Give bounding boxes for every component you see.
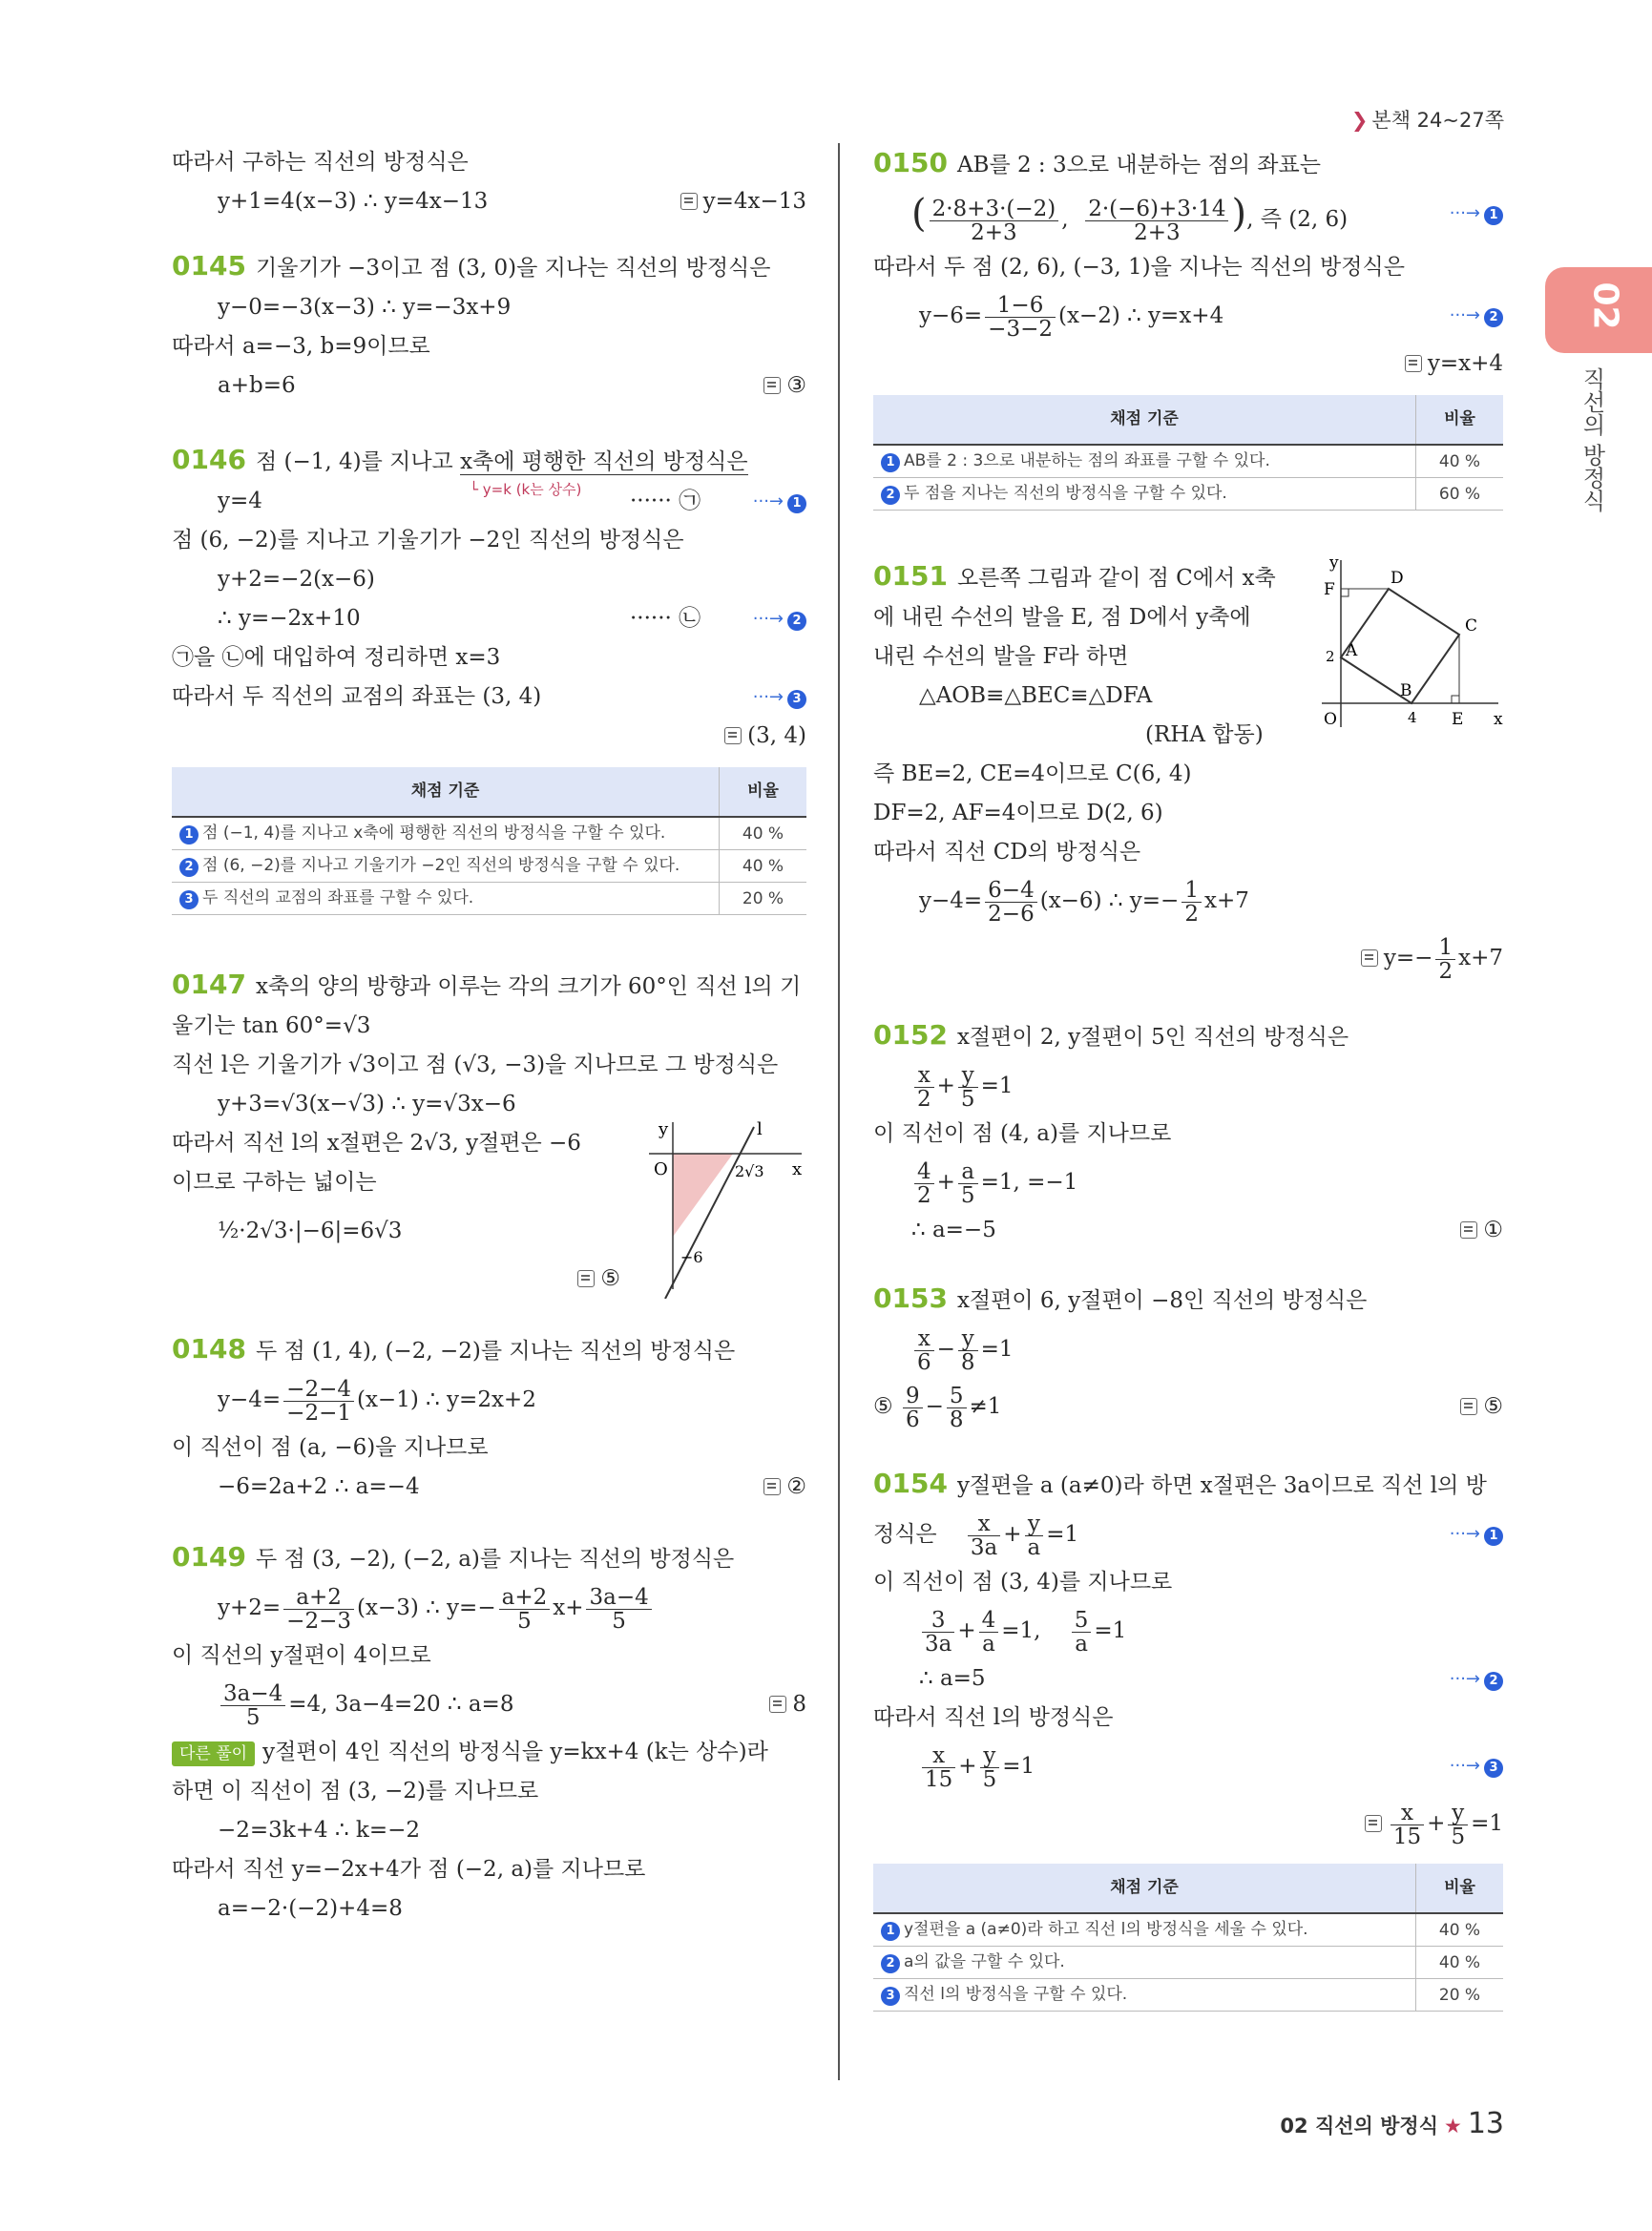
chapter-tab: 02 bbox=[1545, 267, 1652, 353]
step-marker-1: ···→ 1 bbox=[1450, 1506, 1503, 1563]
answer: (3, 4) bbox=[724, 717, 806, 756]
point-e: E bbox=[1452, 710, 1464, 729]
figure-0147 bbox=[644, 1117, 806, 1299]
answer-icon bbox=[1460, 1221, 1477, 1239]
annotation: └ y=k (k는 상수) bbox=[470, 481, 582, 498]
point-f: F bbox=[1324, 580, 1335, 599]
star-icon: ★ bbox=[1443, 2115, 1462, 2137]
origin: O bbox=[1324, 710, 1337, 729]
problem-0145: 0145 기울기가 −3이고 점 (3, 0)을 지나는 직선의 방정식은 y−0=−3(x−3) ∴ y=−3x+9 따라서 a=−3, b=9이므로 a+b=6 ③ bbox=[172, 246, 806, 406]
left-column: 따라서 구하는 직선의 방정식은 y+1=4(x−3) ∴ y=4x−13 y=4x−13 0145 기울기가 −3이고 점 (3, 0)을 지나는 직선의 방정식은 y−0=−3(x−3) ∴ y=−3x+9 따라서 a=−3, b=9이므로 a+b=6 ③ 0146 점 (−1, 4)를 지나고 x축에 평행한 직선의 방정식은 y=4 └ y=k (k는 상수) ······ ㉠ ···→ 1 점 (6, −2)를 지나고 기울기가 −2인 직선의 방정식은 y+2=−2(x−6) ∴ y=−2x+10 ······ ㉡ ···→ 2 ㉠을 ㉡에 대입하여 정리하면 x=3 따라서 두 직선의 교점의 좌표는 (3, 4) ···→ 3 (3, 4) 채점 기준 비율 1 점 (−1, 4)를 지나고 x축에 평행한 직선의 방정식을 구할 수 있다. 40 % 2 점 (6, −2)를 지나고 기울기가 −2인 직선의 방정식을 구할 수 있다. 40 % 3 두 직선의 교점의 좌표를 구할 수 있다. 20 % 0147 x축의 양의 방향과 이루는 각의 크기가 60°인 직선 l의 기 울기는 tan 60°=√3 직선 l은 기울기가 √3이고 점 (√3, −3)을 지나므로 그 방정식은 y+3=√3(x−√3) ∴ y=√3x−6 따라서 직선 l의 x절편은 2√3, y절편은 −6 이므로 구하는 넓이는 ½·2√3·|−6|=6√3 ⑤ y l O x 2√3 −6 0148 두 점 (1, 4), (−2, −2)를 지나는 직선의 방정식은 y−4= $\frac{-2-4}{-2-1}$ (x−1) ∴ y=2x+2 이 직선이 점 (a, −6)을 지나므로 −6=2a+2 ∴ a=−4 ② 0149 두 점 (3, −2), (−2, a)를 지나는 직선의 방정식은 y+2= $\frac{a+2}{-2-3}$ (x−3) ∴ y=− $\frac{a+2}{5}$ x+ $\frac{3a-4}{5}$ 이 직선의 y절편이 4이므로 $\frac{3a-4}{5}$ =4, 3a−4=20 ∴ a=8 8 다른 풀이 y절편이 4인 직선의 방정식을 y=kx+4 (k는 상수)라 하면 이 직선이 점 (3, −2)를 지나므로 −2=3k+4 ∴ k=−2 따라서 직선 y=−2x+4가 점 (−2, a)를 지나므로 a=−2·(−2)+4=8 bbox=[172, 143, 806, 1929]
problem-0151: 0151 오른쪽 그림과 같이 점 C에서 x축 에 내린 수선의 발을 E, 점 D에서 y축에 내린 수선의 발을 F라 하면 △AOB≡△BEC≡△DFA (RHA 합동) 즉 BE=2, CE=4이므로 C(6, 4) DF=2, AF=4이므로 D(2, 6) 따라서 직선 CD의 방정식은 y−4= $\frac{6-4}{2-6}$ (x−6) ∴ y=− $\frac{1}{2}$ x+7 y=− $\frac{1}{2}$ x+7 y x O A B C D E F 2 4 bbox=[873, 556, 1503, 987]
x-intercept: 2√3 bbox=[735, 1162, 764, 1180]
grading-table-0146: 채점 기준 비율 1 점 (−1, 4)를 지나고 x축에 평행한 직선의 방정식을 구할 수 있다. 40 % 2 점 (6, −2)를 지나고 기울기가 −2인 직선의 방정식을 구할 수 있다. 40 % 3 두 직선의 교점의 좌표를 구할 수 있다. 20 % bbox=[172, 767, 806, 915]
grading-table-0154: 채점 기준 비율 1 y절편을 a (a≠0)라 하고 직선 l의 방정식을 세울 수 있다. 40 % 2 a의 값을 구할 수 있다. 40 % 3 직선 l의 방정식을 구할 수 있다. 20 % bbox=[873, 1864, 1503, 2012]
problem-0147: 0147 x축의 양의 방향과 이루는 각의 크기가 60°인 직선 l의 기 울기는 tan 60°=√3 직선 l은 기울기가 √3이고 점 (√3, −3)을 지나므로 그 방정식은 y+3=√3(x−√3) ∴ y=√3x−6 따라서 직선 l의 x절편은 2√3, y절편은 −6 이므로 구하는 넓이는 ½·2√3·|−6|=6√3 ⑤ y l O x 2√3 −6 bbox=[172, 965, 806, 1299]
answer-icon bbox=[769, 1696, 786, 1713]
alt-solution-tag: 다른 풀이 bbox=[172, 1741, 255, 1766]
answer-icon bbox=[1405, 355, 1422, 372]
answer-icon bbox=[577, 1270, 595, 1287]
answer: ① bbox=[1460, 1211, 1503, 1250]
point-c: C bbox=[1465, 616, 1478, 636]
grading-table-0150: 채점 기준 비율 1 AB를 2 : 3으로 내분하는 점의 좌표를 구할 수 있다. 40 % 2 두 점을 지나는 직선의 방정식을 구할 수 있다. 60 % bbox=[873, 395, 1503, 511]
problem-0154: 0154 y절편을 a (a≠0)라 하면 x절편은 3a이므로 직선 l의 방 정식은 $\frac{x}{3a}$ + $\frac{y}{a}$ =1 ···→ 1 이 직선이 점 (3, 4)를 지나므로 $\frac{3}{3a}$ + $\frac{4}{a}$ =1, $\frac{5}{a}$ =1 ∴ a=5 ···→ 2 따라서 직선 l의 방정식은 $\frac{x}{15}$ + $\frac{y}{5}$ =1 ···→ 3 $\frac{x}{15}$ + $\frac{y}{5}$ =1 채점 기준 비율 1 y절편을 a (a≠0)라 하고 직선 l의 방정식을 세울 수 있다. 40 % 2 a의 값을 구할 수 있다. 40 % 3 직선 l의 방정식을 구할 수 있다. 20 % bbox=[873, 1464, 1503, 2012]
answer-icon bbox=[1365, 1815, 1382, 1832]
step-marker-2: ···→ 2 bbox=[753, 599, 806, 638]
step-marker-1: ···→ 1 bbox=[753, 482, 806, 521]
tick-2: 2 bbox=[1326, 648, 1335, 665]
axis-x: x bbox=[1494, 710, 1503, 729]
answer: $\frac{x}{15}$ + $\frac{y}{5}$ =1 bbox=[1365, 1795, 1503, 1852]
chapter-title: 직선의 방정식 bbox=[1579, 367, 1605, 512]
answer: y=4x−13 bbox=[680, 182, 806, 221]
problem-0152: 0152 x절편이 2, y절편이 5인 직선의 방정식은 $\frac{x}{2}$ + $\frac{y}{5}$ =1 이 직선이 점 (4, a)를 지나므로 $\frac{4}{2}$ + $\frac{a}{5}$ =1, =−1 ∴ a=−5 ① bbox=[873, 1015, 1503, 1250]
problem-0153: 0153 x절편이 6, y절편이 −8인 직선의 방정식은 $\frac{x}{6}$ − $\frac{y}{8}$ =1 ⑤ $\frac{9}{6}$ − $\frac{5}{8}$ ≠1 ⑤ bbox=[873, 1279, 1503, 1435]
figure-0151 bbox=[1312, 551, 1503, 732]
problem-0146: 0146 점 (−1, 4)를 지나고 x축에 평행한 직선의 방정식은 y=4 └ y=k (k는 상수) ······ ㉠ ···→ 1 점 (6, −2)를 지나고 기울기가 −2인 직선의 방정식은 y+2=−2(x−6) ∴ y=−2x+10 ······ ㉡ ···→ 2 ㉠을 ㉡에 대입하여 정리하면 x=3 따라서 두 직선의 교점의 좌표는 (3, 4) ···→ 3 (3, 4) 채점 기준 비율 1 점 (−1, 4)를 지나고 x축에 평행한 직선의 방정식을 구할 수 있다. 40 % 2 점 (6, −2)를 지나고 기울기가 −2인 직선의 방정식을 구할 수 있다. 40 % 3 두 직선의 교점의 좌표를 구할 수 있다. 20 % bbox=[172, 440, 806, 915]
step-marker-2: ···→ 2 bbox=[1450, 287, 1503, 344]
problem-0149: 0149 두 점 (3, −2), (−2, a)를 지나는 직선의 방정식은 y+2= $\frac{a+2}{-2-3}$ (x−3) ∴ y=− $\frac{a+2}{5}$ x+ $\frac{3a-4}{5}$ 이 직선의 y절편이 4이므로 $\frac{3a-4}{5}$ =4, 3a−4=20 ∴ a=8 8 다른 풀이 y절편이 4인 직선의 방정식을 y=kx+4 (k는 상수)라 하면 이 직선이 점 (3, −2)를 지나므로 −2=3k+4 ∴ k=−2 따라서 직선 y=−2x+4가 점 (−2, a)를 지나므로 a=−2·(−2)+4=8 bbox=[172, 1541, 806, 1921]
page-number: 13 bbox=[1467, 2107, 1504, 2140]
answer: ⑤ bbox=[1460, 1378, 1503, 1435]
problem-0148: 0148 두 점 (1, 4), (−2, −2)를 지나는 직선의 방정식은 y−4= $\frac{-2-4}{-2-1}$ (x−1) ∴ y=2x+2 이 직선이 점 (a, −6)을 지나므로 −6=2a+2 ∴ a=−4 ② bbox=[172, 1329, 806, 1507]
axis-y: y bbox=[1329, 553, 1339, 573]
answer-icon bbox=[680, 193, 698, 210]
answer-icon bbox=[1460, 1398, 1477, 1415]
problem-0150: 0150 AB를 2 : 3으로 내분하는 점의 좌표는 ( $\frac{2\cdot 8+3\cdot(-2)}{2+3}$ , $\frac{2\cdot(-6)+3\cdot 14}{2+3}$ ), 즉 (2, 6) ···→ 1 따라서 두 점 (2, 6), (−3, 1)을 지나는 직선의 방정식은 y−6= $\frac{1-6}{-3-2}$ (x−2) ∴ y=x+4 ···→ 2 y=x+4 채점 기준 비율 1 AB를 2 : 3으로 내분하는 점의 좌표를 구할 수 있다. 40 % 2 두 점을 지나는 직선의 방정식을 구할 수 있다. 60 % bbox=[873, 143, 1503, 511]
step-marker-3: ···→ 3 bbox=[753, 678, 806, 717]
tick-4: 4 bbox=[1408, 709, 1417, 726]
column-divider bbox=[838, 143, 840, 2080]
answer: 8 bbox=[769, 1676, 806, 1733]
page-footer: 02 직선의 방정식 ★ 13 bbox=[1280, 2107, 1504, 2140]
answer: y=− $\frac{1}{2}$ x+7 bbox=[1361, 929, 1503, 987]
origin: O bbox=[654, 1159, 668, 1179]
page-reference: ❯ 본책 24~27쪽 bbox=[1350, 109, 1504, 132]
answer-icon bbox=[763, 377, 781, 394]
axis-y: y bbox=[659, 1119, 669, 1139]
step-marker-3: ···→ 3 bbox=[1450, 1738, 1503, 1795]
axis-x: x bbox=[792, 1159, 803, 1179]
answer: y=x+4 bbox=[1405, 344, 1503, 384]
y-intercept: −6 bbox=[680, 1248, 703, 1266]
answer: ③ bbox=[763, 366, 806, 406]
answer-icon bbox=[1361, 949, 1378, 967]
point-d: D bbox=[1391, 569, 1404, 588]
step-marker-1: ···→ 1 bbox=[1450, 185, 1503, 242]
right-column bbox=[873, 143, 1503, 2012]
answer: ⑤ bbox=[577, 1260, 620, 1299]
point-a: A bbox=[1346, 641, 1358, 660]
line-label: l bbox=[757, 1119, 763, 1139]
point-b: B bbox=[1400, 681, 1412, 700]
step-marker-2: ···→ 2 bbox=[1450, 1659, 1503, 1699]
answer-icon bbox=[763, 1478, 781, 1495]
answer: ② bbox=[763, 1468, 806, 1507]
answer-icon bbox=[724, 727, 742, 744]
